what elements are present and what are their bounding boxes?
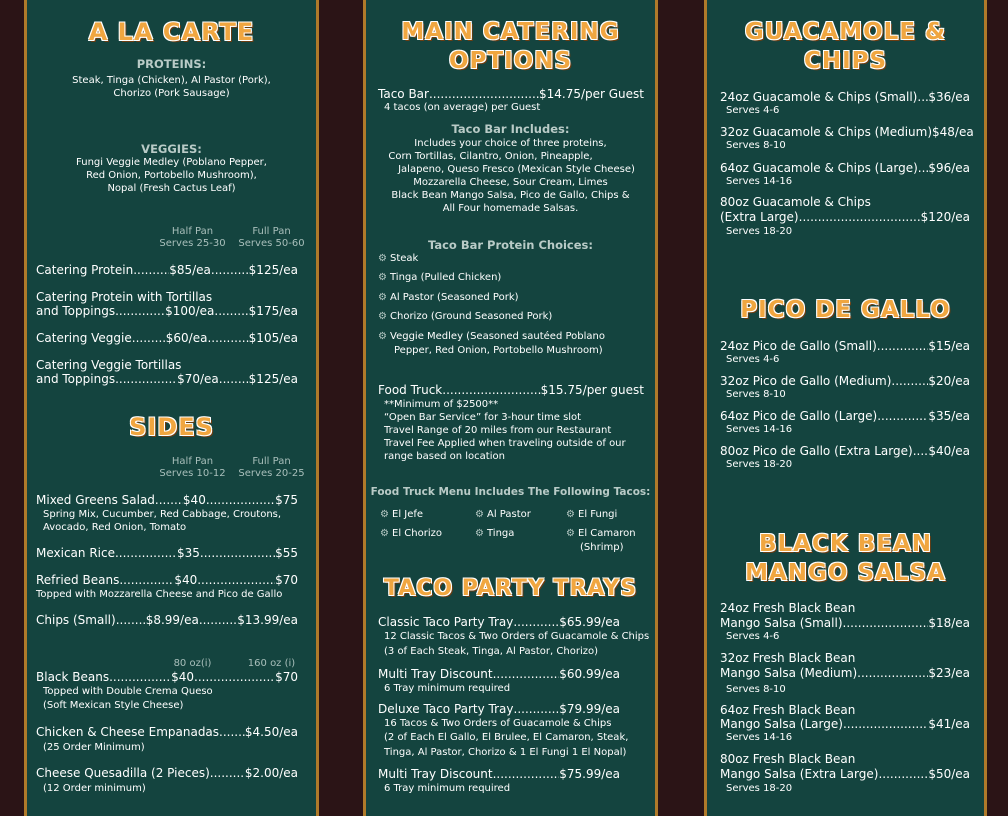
sides-full-label: Full Pan <box>252 456 291 467</box>
pico-price: $35/ea <box>928 409 970 423</box>
truck-taco-extra: (Shrimp) <box>580 542 624 553</box>
salsa-row <box>720 717 970 732</box>
side-row <box>36 725 298 740</box>
catering-row <box>36 304 298 319</box>
side-row <box>36 613 298 628</box>
side-name: Refried Beans <box>36 573 120 587</box>
gear-icon: ⚙ <box>378 272 387 283</box>
tray-desc: 6 Tray minimum required <box>384 783 511 794</box>
catering-name: Catering Veggie Tortillas <box>36 358 182 372</box>
pico-row <box>720 374 970 389</box>
mango-salsa-title: MANGO SALSA <box>745 560 946 586</box>
taco-bar-row <box>378 87 644 102</box>
salsa-row <box>720 616 970 631</box>
salsa-price: $18/ea <box>928 616 970 630</box>
salsa-serves: Serves 14-16 <box>726 732 793 743</box>
truck-taco <box>475 508 531 521</box>
includes-line: Corn Tortillas, Cilantro, Onion, Pineapple, <box>388 151 593 162</box>
protein-choice <box>378 252 418 265</box>
gear-icon: ⚙ <box>380 528 389 539</box>
veggies-line: Nopal (Fresh Cactus Leaf) <box>107 183 236 194</box>
side-desc: (25 Order Minimum) <box>43 742 145 753</box>
truck-taco <box>475 527 514 540</box>
guac-serves: Serves 14-16 <box>726 176 793 187</box>
pico-name: 64oz Pico de Gallo (Large) <box>720 409 878 423</box>
protein-choice-label: Veggie Medley (Seasoned sautéed Poblano <box>390 331 605 342</box>
side-row <box>36 546 298 561</box>
salsa-name: 32oz Fresh Black Bean <box>720 651 856 665</box>
mango-salsa-title: BLACK BEAN <box>759 531 932 557</box>
salsa-price: $50/ea <box>928 767 970 781</box>
guac-name: 32oz Guacamole & Chips (Medium) <box>720 125 933 139</box>
catering-name-cont: and Toppings <box>36 372 116 386</box>
guac-name: 24oz Guacamole & Chips (Small) <box>720 90 918 104</box>
pico-row <box>720 409 970 424</box>
catering-name: Catering Protein with Tortillas <box>36 290 213 304</box>
guac-name: 80oz Guacamole & Chips <box>720 195 871 209</box>
tray-row <box>378 615 620 630</box>
catering-row <box>36 331 298 346</box>
side-full-price: $70 <box>275 670 298 684</box>
side-name: Mixed Greens Salad <box>36 493 155 507</box>
catering-half-price: $60/ea <box>165 331 208 345</box>
food-truck-row <box>378 383 644 398</box>
full-pan-serves: Serves 50-60 <box>238 238 305 249</box>
tray-price: $79.99/ea <box>559 702 620 716</box>
pico-title: PICO DE GALLO <box>740 297 951 323</box>
salsa-name: 24oz Fresh Black Bean <box>720 601 856 615</box>
protein-choice <box>378 330 605 343</box>
catering-full-price: $105/ea <box>248 331 298 345</box>
side-desc: Topped with Double Crema Queso <box>43 686 213 697</box>
salsa-name-cont: Mango Salsa (Large) <box>720 717 843 731</box>
sides-half-label: Half Pan <box>171 456 214 467</box>
side-name: Cheese Quesadilla (2 Pieces) <box>36 766 210 780</box>
pico-price: $15/ea <box>928 339 970 353</box>
pico-price: $20/ea <box>928 374 970 388</box>
guac-price: $120/ea <box>920 210 970 224</box>
catering-half-price: $100/ea <box>165 304 215 318</box>
side-name: Mexican Rice <box>36 546 115 560</box>
salsa-name: 64oz Fresh Black Bean <box>720 703 856 717</box>
truck-taco-label: El Fungi <box>578 509 618 520</box>
tray-name: Multi Tray Discount <box>378 767 493 781</box>
food-truck-line: range based on location <box>384 451 505 462</box>
catering-name: Catering Veggie <box>36 331 132 345</box>
a-la-carte-panel <box>24 0 319 816</box>
main-catering-title: OPTIONS <box>448 48 573 74</box>
protein-choice <box>378 310 552 323</box>
gear-icon: ⚙ <box>378 331 387 342</box>
proteins-line: Chorizo (Pork Sausage) <box>113 88 230 99</box>
item-price: $14.75/per Guest <box>538 87 644 101</box>
pico-row <box>720 444 970 459</box>
truck-taco-label: Tinga <box>487 528 515 539</box>
guac-price: $36/ea <box>928 90 970 104</box>
guac-serves: Serves 18-20 <box>726 226 793 237</box>
catering-row <box>36 372 298 387</box>
side-desc: Spring Mix, Cucumber, Red Cabbage, Croutons, <box>43 509 282 520</box>
catering-row <box>36 263 298 278</box>
tray-row <box>378 667 620 682</box>
sides-full-serves: Serves 20-25 <box>238 468 305 479</box>
tray-desc: (2 of Each El Gallo, El Brulee, El Camaron, Steak, <box>384 732 629 743</box>
side-full-price: $70 <box>275 573 298 587</box>
side-half-price: $40 <box>182 493 206 507</box>
side-half-price: $40 <box>174 573 198 587</box>
gear-icon: ⚙ <box>475 509 484 520</box>
tray-desc: (3 of Each Steak, Tinga, Al Pastor, Chorizo) <box>384 646 598 657</box>
sides-half-serves: Serves 10-12 <box>159 468 226 479</box>
food-truck-line: Travel Range of 20 miles from our Restaurant <box>384 425 612 436</box>
protein-choice <box>378 291 519 304</box>
tray-row <box>378 702 620 717</box>
tray-name: Deluxe Taco Party Tray <box>378 702 514 716</box>
guac-serves: Serves 4-6 <box>726 105 780 116</box>
includes-heading: Taco Bar Includes: <box>451 122 570 136</box>
tray-name: Classic Taco Party Tray <box>378 615 514 629</box>
gear-icon: ⚙ <box>475 528 484 539</box>
gear-icon: ⚙ <box>566 509 575 520</box>
salsa-serves: Serves 4-6 <box>726 631 780 642</box>
pico-row <box>720 339 970 354</box>
salsa-price: $23/ea <box>928 666 970 680</box>
food-truck-line: **Minimum of $2500** <box>384 399 499 410</box>
catering-full-price: $125/ea <box>248 263 298 277</box>
veggies-heading: VEGGIES: <box>141 142 202 156</box>
taco-party-trays-title: TACO PARTY TRAYS <box>383 576 638 601</box>
side-half-price: $8.99/ea <box>145 613 199 627</box>
half-pan-label: Half Pan <box>171 226 214 237</box>
side-half-price: $40 <box>171 670 195 684</box>
truck-taco <box>380 508 423 521</box>
salsa-name: 80oz Fresh Black Bean <box>720 752 856 766</box>
protein-choice-label: Chorizo (Ground Seasoned Pork) <box>390 311 553 322</box>
item-desc: 4 tacos (on average) per Guest <box>384 102 541 113</box>
guac-row <box>720 90 970 105</box>
tray-desc: 6 Tray minimum required <box>384 683 511 694</box>
salsa-name-cont: Mango Salsa (Small) <box>720 616 843 630</box>
side-row <box>36 573 298 588</box>
full-pan-label: Full Pan <box>252 226 291 237</box>
truck-taco <box>380 527 442 540</box>
side-full-price: $55 <box>275 546 298 560</box>
guac-price: $48/ea <box>932 125 974 139</box>
includes-line: Jalapeno, Queso Fresco (Mexican Style Cheese) <box>398 164 635 175</box>
includes-line: Includes your choice of three proteins, <box>414 138 607 149</box>
tray-price: $75.99/ea <box>559 767 620 781</box>
food-truck-line: “Open Bar Service” for 3-hour time slot <box>384 412 582 423</box>
truck-taco <box>566 508 617 521</box>
salsa-price: $41/ea <box>928 717 970 731</box>
protein-choice-cont: Pepper, Red Onion, Portobello Mushroom) <box>394 345 603 356</box>
salsa-name-cont: Mango Salsa (Medium) <box>720 666 858 680</box>
side-row <box>36 493 298 508</box>
main-catering-title: MAIN CATERING <box>401 19 620 45</box>
item-name: Taco Bar <box>378 87 429 101</box>
side-desc: (12 Order minimum) <box>43 783 146 794</box>
truck-menu-heading: Food Truck Menu Includes The Following Tacos: <box>370 486 651 498</box>
item-price: $15.75/per guest <box>540 383 644 397</box>
veggies-line: Fungi Veggie Medley (Poblano Pepper, <box>76 157 267 168</box>
veggies-line: Red Onion, Portobello Mushroom), <box>86 170 257 181</box>
guac-serves: Serves 8-10 <box>726 140 786 151</box>
truck-taco-label: Al Pastor <box>487 509 531 520</box>
protein-choices-heading: Taco Bar Protein Choices: <box>427 238 593 252</box>
oz80-label: 80 oz(i) <box>173 658 212 669</box>
side-desc: Topped with Mozzarella Cheese and Pico de Gallo <box>36 589 283 600</box>
pico-serves: Serves 14-16 <box>726 424 793 435</box>
side-desc: (Soft Mexican Style Cheese) <box>43 700 184 711</box>
guac-row <box>720 125 974 140</box>
truck-taco-label: El Chorizo <box>392 528 442 539</box>
catering-name-cont: and Toppings <box>36 304 116 318</box>
a-la-carte-title: A LA CARTE <box>88 18 255 46</box>
guac-name: 64oz Guacamole & Chips (Large) <box>720 161 918 175</box>
gear-icon: ⚙ <box>380 509 389 520</box>
truck-taco-label: El Camaron <box>578 528 636 539</box>
gear-icon: ⚙ <box>566 528 575 539</box>
pico-name: 80oz Pico de Gallo (Extra Large) <box>720 444 913 458</box>
guac-row <box>720 161 970 176</box>
side-full-price: $75 <box>275 493 298 507</box>
catering-full-price: $125/ea <box>248 372 298 386</box>
catering-full-price: $175/ea <box>248 304 298 318</box>
side-full-price: $13.99/ea <box>237 613 298 627</box>
pico-name: 32oz Pico de Gallo (Medium) <box>720 374 892 388</box>
protein-choice-label: Al Pastor (Seasoned Pork) <box>390 292 519 303</box>
oz160-label: 160 oz (i) <box>247 658 296 669</box>
catering-half-price: $85/ea <box>169 263 211 277</box>
guac-row <box>720 210 970 225</box>
salsa-row <box>720 767 970 782</box>
protein-choice-label: Steak <box>390 253 419 264</box>
side-desc: Avocado, Red Onion, Tomato <box>43 522 187 533</box>
side-name: Black Beans <box>36 670 110 684</box>
salsa-serves: Serves 8-10 <box>726 684 786 695</box>
tray-row <box>378 767 620 782</box>
tray-desc: Tinga, Al Pastor, Chorizo & 1 El Fungi 1 El Nopal) <box>384 747 627 758</box>
tray-desc: 16 Tacos & Two Orders of Guacamole & Chips <box>384 718 612 729</box>
salsa-serves: Serves 18-20 <box>726 783 793 794</box>
guac-price: $96/ea <box>928 161 970 175</box>
catering-name: Catering Protein <box>36 263 134 277</box>
side-row <box>36 766 298 781</box>
guac-name-cont: (Extra Large) <box>720 210 799 224</box>
main-catering-panel <box>363 0 658 816</box>
includes-line: Mozzarella Cheese, Sour Cream, Limes <box>413 177 608 188</box>
tray-price: $65.99/ea <box>559 615 620 629</box>
proteins-heading: PROTEINS: <box>136 57 207 71</box>
item-name: Food Truck <box>378 383 443 397</box>
tray-name: Multi Tray Discount <box>378 667 493 681</box>
pico-serves: Serves 18-20 <box>726 459 793 470</box>
includes-line: Black Bean Mango Salsa, Pico de Gallo, Chips & <box>391 190 630 201</box>
tray-price: $60.99/ea <box>559 667 620 681</box>
tray-desc: 12 Classic Tacos & Two Orders of Guacamole & Chips <box>384 631 650 642</box>
side-price: $4.50/ea <box>244 725 298 739</box>
truck-taco <box>566 527 636 540</box>
gear-icon: ⚙ <box>378 253 387 264</box>
gear-icon: ⚙ <box>378 311 387 322</box>
side-price: $2.00/ea <box>244 766 298 780</box>
proteins-line: Steak, Tinga (Chicken), Al Pastor (Pork), <box>72 75 271 86</box>
includes-line: All Four homemade Salsas. <box>442 203 579 214</box>
pico-price: $40/ea <box>928 444 970 458</box>
half-pan-serves: Serves 25-30 <box>159 238 226 249</box>
guacamole-title: CHIPS <box>803 48 888 74</box>
salsa-row <box>720 666 970 681</box>
pico-name: 24oz Pico de Gallo (Small) <box>720 339 877 353</box>
food-truck-line: Travel Fee Applied when traveling outside of our <box>384 438 626 449</box>
sides-title: SIDES <box>129 413 214 441</box>
guacamole-title: GUACAMOLE & <box>744 19 947 45</box>
pico-serves: Serves 8-10 <box>726 389 786 400</box>
protein-choice-label: Tinga (Pulled Chicken) <box>390 272 502 283</box>
side-name: Chicken & Cheese Empanadas <box>36 725 220 739</box>
side-name: Chips (Small) <box>36 613 116 627</box>
salsa-name-cont: Mango Salsa (Extra Large) <box>720 767 879 781</box>
pico-serves: Serves 4-6 <box>726 354 780 365</box>
side-half-price: $35 <box>176 546 200 560</box>
protein-choice <box>378 271 501 284</box>
sides-right-panel <box>704 0 987 816</box>
catering-half-price: $70/ea <box>177 372 219 386</box>
side-row <box>36 670 298 685</box>
truck-taco-label: El Jefe <box>392 509 424 520</box>
gear-icon: ⚙ <box>378 292 387 303</box>
